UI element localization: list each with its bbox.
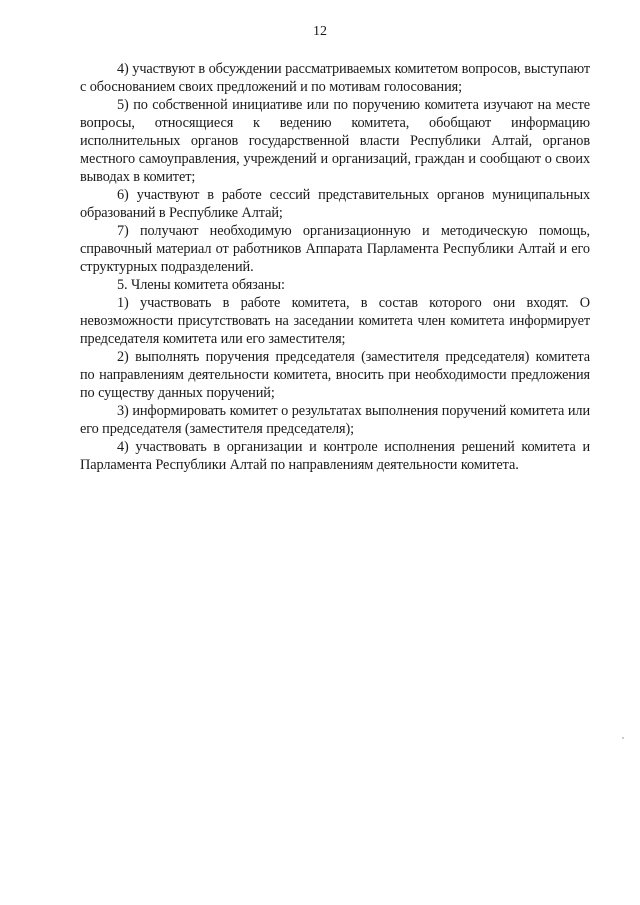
section-heading-members-obliged: 5. Члены комитета обязаны: (117, 277, 285, 293)
paragraph-duty-3-inform-committee: 3) информировать комитет о результатах выполнения поручений комитета или его председателя (заместителя председателя); (80, 403, 590, 437)
paragraph-item-7-receive-assistance: 7) получают необходимую организационную и методическую помощь, справочный материал от работников Аппарата Парламента Республики Алтай и его структурных подразделений. (80, 223, 590, 275)
page-number: 12 (313, 24, 327, 39)
paragraph-duty-1-participate-work: 1) участвовать в работе комитета, в состав которого они входят. О невозможности присутствовать на заседании комитета член комитета информирует председателя комитета или его заместителя; (80, 295, 590, 347)
scan-speck (622, 737, 624, 739)
paragraph-item-4-participate-discussion: 4) участвуют в обсуждении рассматриваемых комитетом вопросов, выступают с обоснованием своих предложений и по мотивам голосования; (80, 61, 590, 95)
document-body (80, 60, 590, 474)
paragraph-duty-4-control-decisions: 4) участвовать в организации и контроле исполнения решений комитета и Парламента Республики Алтай по направлениям деятельности комитета. (80, 439, 590, 473)
paragraph-item-6-participate-sessions: 6) участвуют в работе сессий представительных органов муниципальных образований в Республике Алтай; (80, 187, 590, 221)
paragraph-item-5-study-questions: 5) по собственной инициативе или по поручению комитета изучают на месте вопросы, относящиеся к ведению комитета, обобщают информацию исполнительных органов государственной власти Республики Алтай, органов местного самоуправления, учреждений и организаций, граждан и сообщают о своих выводах в комитет; (80, 97, 590, 185)
paragraph-duty-2-fulfil-assignments: 2) выполнять поручения председателя (заместителя председателя) комитета по направлениям деятельности комитета, вносить при необходимости предложения по существу данных поручений; (80, 349, 590, 401)
